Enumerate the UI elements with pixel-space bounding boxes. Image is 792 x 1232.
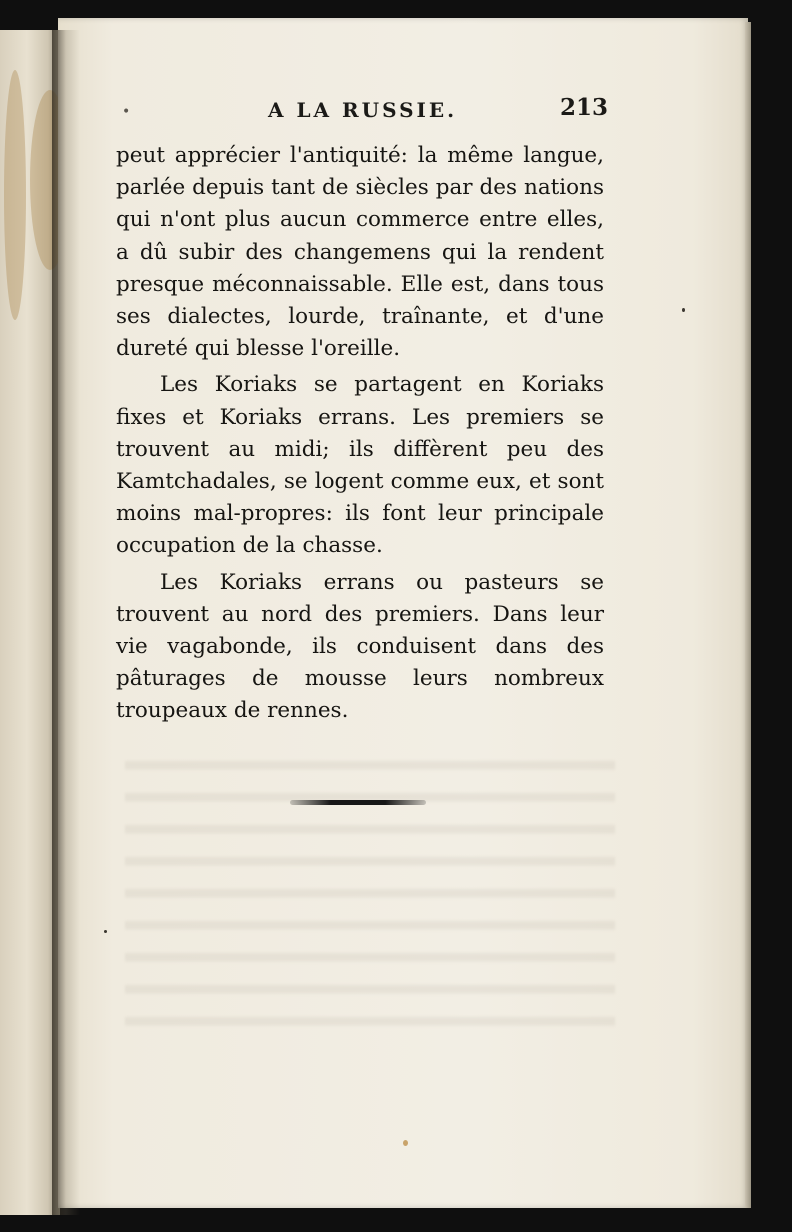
speck bbox=[403, 1140, 408, 1146]
speck bbox=[682, 308, 685, 312]
speck bbox=[104, 930, 107, 933]
gutter-shadow bbox=[52, 30, 80, 1215]
paragraph: Les Koriaks errans ou pasteurs se trouvent au nord des premiers. Dans leur vie vagabonde, ils conduisent dans des pâturages de mousse leurs nombreux troupeaux de rennes. bbox=[116, 569, 604, 724]
running-head: A LA RUSSIE. bbox=[268, 98, 458, 122]
foxing-stain bbox=[4, 70, 26, 320]
end-rule bbox=[290, 800, 426, 805]
body-text bbox=[116, 140, 604, 732]
page-number: 213 bbox=[559, 94, 608, 121]
header-mark: • bbox=[122, 104, 131, 120]
page-header bbox=[118, 92, 608, 132]
facing-page-edge bbox=[0, 30, 60, 1215]
paragraph: peut apprécier l'antiquité: la même langue, parlée depuis tant de siècles par des nations qui n'ont plus aucun commerce entre elles, a dû subir des changemens qui la rendent presque méconnaissable. Elle est, dans tous ses dialectes, lourde, traînante, et d'une dureté qui blesse l'oreille. bbox=[116, 143, 604, 362]
show-through-text bbox=[125, 740, 615, 1040]
page-edge bbox=[745, 22, 751, 1208]
paragraph: Les Koriaks se partagent en Koriaks fixes et Koriaks errans. Les premiers se trouvent au midi; ils diffèrent peu des Kamtchadales, se logent comme eux, et sont moins mal-propres: ils font leur principale occupation de la chasse. bbox=[116, 372, 604, 559]
